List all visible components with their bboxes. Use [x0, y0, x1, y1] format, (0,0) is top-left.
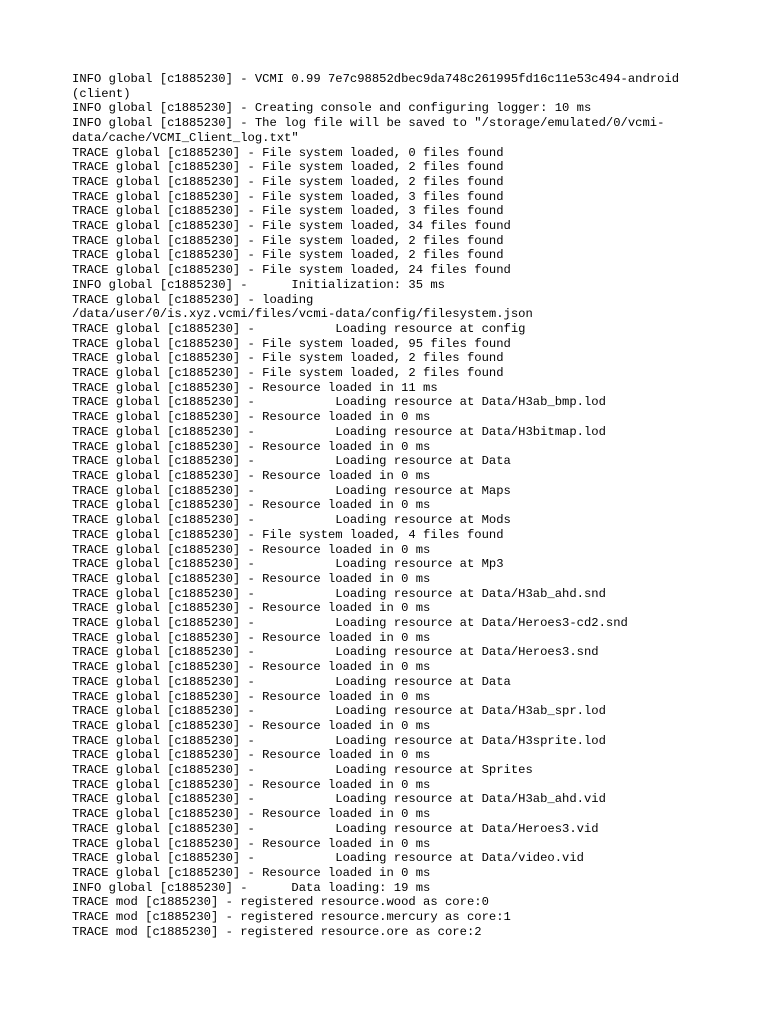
log-line: TRACE mod [c1885230] - registered resource.wood as core:0 [72, 895, 489, 910]
log-line: TRACE global [c1885230] - File system loaded, 95 files found [72, 336, 511, 351]
log-line: TRACE global [c1885230] - Loading resource at Data/video.vid [72, 851, 584, 866]
log-line: TRACE global [c1885230] - Loading resource at Data/Heroes3.vid [72, 821, 599, 836]
log-line: TRACE global [c1885230] - Resource loaded in 0 ms [72, 689, 431, 704]
log-line: TRACE global [c1885230] - Resource loaded in 0 ms [72, 836, 431, 851]
log-line: TRACE global [c1885230] - loading [72, 292, 314, 307]
log-line: TRACE global [c1885230] - Resource loaded in 0 ms [72, 439, 431, 454]
log-line: TRACE global [c1885230] - Loading resource at Data/H3ab_spr.lod [72, 704, 606, 719]
log-line: TRACE global [c1885230] - File system loaded, 4 files found [72, 527, 504, 542]
log-document [72, 72, 712, 939]
log-line: TRACE global [c1885230] - File system loaded, 0 files found [72, 145, 504, 160]
log-line: INFO global [c1885230] - Creating console and configuring logger: 10 ms [72, 101, 592, 116]
log-line: TRACE global [c1885230] - File system loaded, 2 files found [72, 174, 504, 189]
log-line: TRACE global [c1885230] - Resource loaded in 0 ms [72, 468, 431, 483]
log-line: TRACE global [c1885230] - Loading resource at Mp3 [72, 557, 504, 572]
log-line: TRACE global [c1885230] - File system loaded, 3 files found [72, 204, 504, 219]
log-line: INFO global [c1885230] - The log file will be saved to "/storage/emulated/0/vcmi- [72, 116, 665, 131]
log-line: TRACE global [c1885230] - Loading resource at Data/Heroes3-cd2.snd [72, 616, 628, 631]
log-line: TRACE global [c1885230] - Resource loaded in 0 ms [72, 718, 431, 733]
log-line: TRACE mod [c1885230] - registered resource.ore as core:2 [72, 924, 482, 939]
log-line: TRACE global [c1885230] - File system loaded, 34 files found [72, 219, 511, 234]
log-line: TRACE global [c1885230] - Resource loaded in 0 ms [72, 865, 431, 880]
log-line: INFO global [c1885230] - Initialization: 35 ms [72, 277, 445, 292]
log-line: TRACE global [c1885230] - Loading resource at Data/H3ab_ahd.snd [72, 586, 606, 601]
log-line: TRACE global [c1885230] - Loading resource at Data [72, 454, 511, 469]
log-line: TRACE global [c1885230] - Resource loaded in 0 ms [72, 777, 431, 792]
log-line: TRACE global [c1885230] - Resource loaded in 0 ms [72, 571, 431, 586]
log-line: TRACE global [c1885230] - Loading resource at config [72, 321, 526, 336]
log-line: TRACE global [c1885230] - Loading resource at Mods [72, 513, 511, 528]
log-line: TRACE global [c1885230] - File system loaded, 2 files found [72, 233, 504, 248]
log-line: TRACE global [c1885230] - Loading resource at Data/H3bitmap.lod [72, 424, 606, 439]
log-line: TRACE global [c1885230] - File system loaded, 2 files found [72, 248, 504, 263]
log-line: TRACE global [c1885230] - Loading resource at Data/H3sprite.lod [72, 733, 606, 748]
log-line: INFO global [c1885230] - VCMI 0.99 7e7c98852dbec9da748c261995fd16c11e53c494-android [72, 72, 680, 86]
log-line: TRACE global [c1885230] - Loading resource at Data/Heroes3.snd [72, 645, 599, 660]
log-line: TRACE global [c1885230] - Resource loaded in 0 ms [72, 630, 431, 645]
log-line: TRACE global [c1885230] - Resource loaded in 0 ms [72, 542, 431, 557]
log-line: TRACE global [c1885230] - Resource loaded in 0 ms [72, 498, 431, 513]
log-line: TRACE global [c1885230] - Loading resource at Data/H3ab_ahd.vid [72, 792, 606, 807]
log-line: TRACE global [c1885230] - File system loaded, 2 files found [72, 366, 504, 381]
log-line: TRACE global [c1885230] - Resource loaded in 0 ms [72, 601, 431, 616]
log-line: INFO global [c1885230] - Data loading: 19 ms [72, 880, 431, 895]
log-line: TRACE global [c1885230] - Loading resource at Sprites [72, 763, 533, 778]
log-line: TRACE global [c1885230] - Resource loaded in 0 ms [72, 748, 431, 763]
log-line: TRACE global [c1885230] - Loading resource at Maps [72, 483, 511, 498]
log-line: data/cache/VCMI_Client_log.txt" [72, 130, 299, 145]
log-line: TRACE global [c1885230] - Resource loaded in 0 ms [72, 410, 431, 425]
log-line: TRACE global [c1885230] - File system loaded, 24 files found [72, 263, 511, 278]
log-line: TRACE global [c1885230] - Resource loaded in 0 ms [72, 660, 431, 675]
log-line: TRACE global [c1885230] - Loading resource at Data [72, 674, 511, 689]
log-line: TRACE global [c1885230] - Resource loaded in 0 ms [72, 807, 431, 822]
log-line: TRACE global [c1885230] - File system loaded, 3 files found [72, 189, 504, 204]
log-line: TRACE global [c1885230] - File system loaded, 2 files found [72, 160, 504, 175]
log-line: TRACE global [c1885230] - Resource loaded in 11 ms [72, 380, 438, 395]
log-line: TRACE global [c1885230] - File system loaded, 2 files found [72, 351, 504, 366]
log-line: (client) [72, 86, 131, 101]
log-line: TRACE global [c1885230] - Loading resource at Data/H3ab_bmp.lod [72, 395, 606, 410]
log-line: TRACE mod [c1885230] - registered resource.mercury as core:1 [72, 910, 511, 925]
log-line: /data/user/0/is.xyz.vcmi/files/vcmi-data/config/filesystem.json [72, 307, 533, 322]
